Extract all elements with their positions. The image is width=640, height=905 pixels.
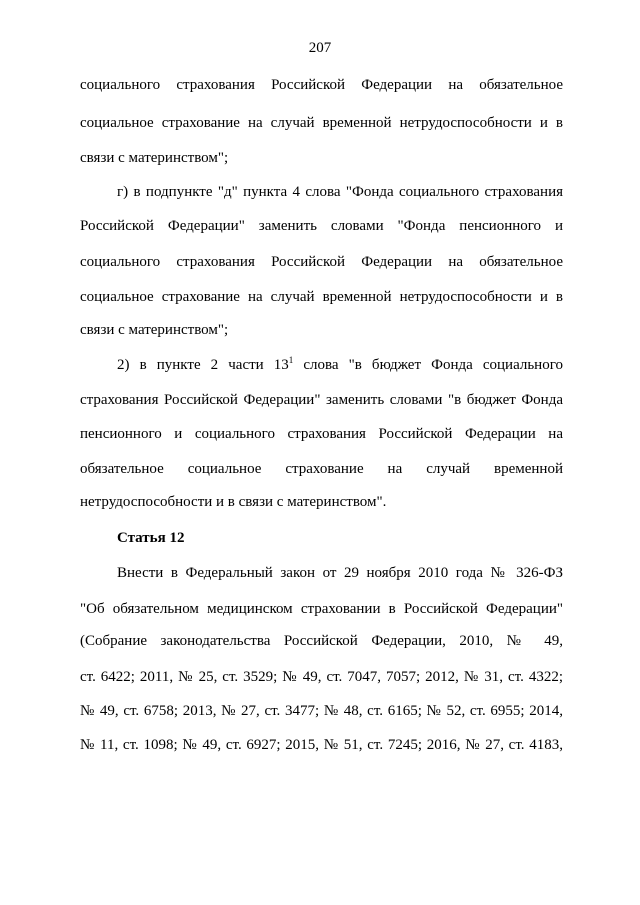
- text-line: пенсионного и социального страхования Российской Федерации на: [80, 426, 563, 442]
- text-line: социальное страхование на случай временной нетрудоспособности и в: [80, 289, 563, 305]
- text-line: г) в подпункте "д" пункта 4 слова "Фонда социального страхования: [117, 184, 563, 200]
- text-line: № 11, ст. 1098; № 49, ст. 6927; 2015, № 51, ст. 7245; 2016, № 27, ст. 4183,: [80, 737, 563, 753]
- text-line: Внести в Федеральный закон от 29 ноября 2010 года № 326-ФЗ: [117, 565, 563, 581]
- text-line: обязательное социальное страхование на случай временной: [80, 461, 563, 477]
- text-line: (Собрание законодательства Российской Федерации, 2010, № 49,: [80, 633, 563, 649]
- text-line: нетрудоспособности и в связи с материнством".: [80, 494, 387, 510]
- superscript: 1: [288, 355, 294, 365]
- text-line: социального страхования Российской Федерации на обязательное: [80, 77, 563, 93]
- text-line: связи с материнством";: [80, 150, 229, 166]
- text-line: № 49, ст. 6758; 2013, № 27, ст. 3477; № 48, ст. 6165; № 52, ст. 6955; 2014,: [80, 703, 563, 719]
- text-line: социальное страхование на случай временной нетрудоспособности и в: [80, 115, 563, 131]
- text-segment: 2) в пункте 2 части 13: [117, 357, 289, 373]
- text-line: [117, 355, 563, 375]
- text-line: ст. 6422; 2011, № 25, ст. 3529; № 49, ст. 7047, 7057; 2012, № 31, ст. 4322;: [80, 669, 563, 685]
- text-segment: слова "в бюджет Фонда социального: [293, 357, 563, 373]
- text-line: Российской Федерации" заменить словами "Фонда пенсионного и: [80, 218, 563, 234]
- article-heading: Статья 12: [117, 530, 185, 546]
- page-number: 207: [308, 40, 332, 56]
- text-line: страхования Российской Федерации" заменить словами "в бюджет Фонда: [80, 392, 563, 408]
- text-line: "Об обязательном медицинском страховании в Российской Федерации": [80, 601, 563, 617]
- text-line: связи с материнством";: [80, 322, 229, 338]
- text-line: социального страхования Российской Федерации на обязательное: [80, 254, 563, 270]
